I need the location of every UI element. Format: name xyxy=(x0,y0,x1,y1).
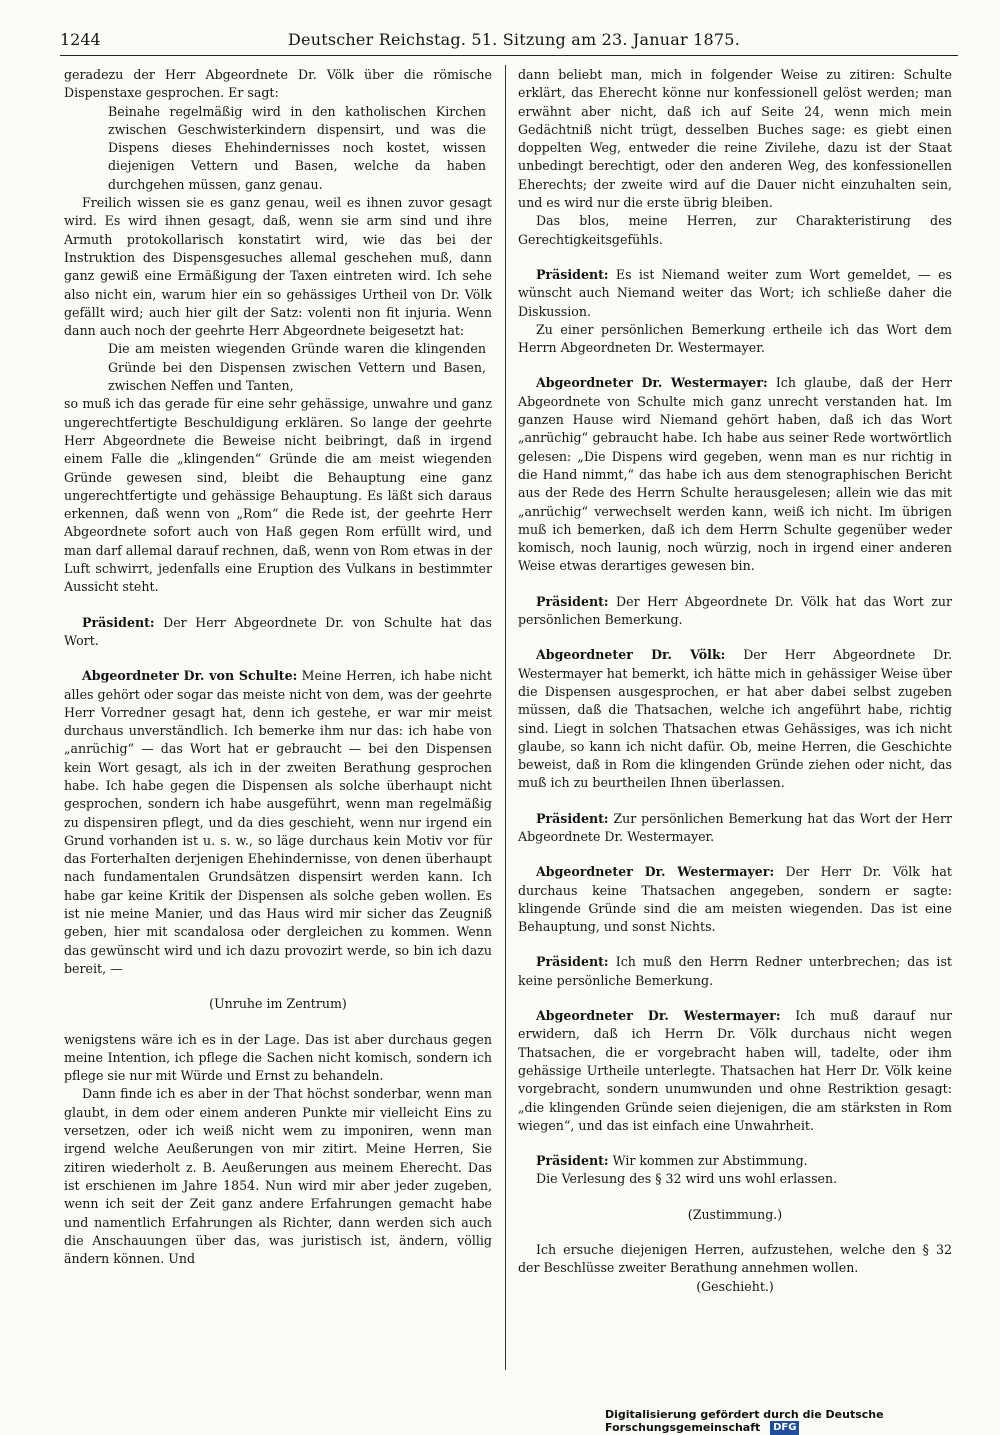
speaker-paragraph: Abgeordneter Dr. Völk: Der Herr Abgeordnete Dr. Westermayer hat bemerkt, ich hätte mich in gehässiger Weise über die Dispensen ausgesprochen, er hat aber dabei selbst zugeben müssen, daß die Thatsachen, welche ich angeführt habe, richtig sind. Liegt in solchen Thatsachen etwas Gehässiges, was ich nicht glaube, so kann ich nicht dafür. Ob, meine Herren, die Geschichte beweist, daß in Rom die klingenden Gründe ziehen oder nicht, das muß ich zu beurtheilen Ihnen überlassen. xyxy=(518,647,952,791)
left-column xyxy=(64,66,492,1268)
digitization-credit xyxy=(605,1408,990,1434)
paragraph: so muß ich das gerade für eine sehr gehässige, unwahre und ganz ungerechtfertigte Beschuldigung erklären. So lange der geehrte Herr Abgeordnete die Beweise nicht beibringt, daß in irgend einem Falle die „klingenden“ Gründe die am meist wiegenden Gründe gewesen sind, bleibt die Behauptung eine ganz ungerechtfertigte und gehässige Behauptung. Es läßt sich daraus erkennen, daß wenn von „Rom“ die Rede ist, der geehrte Herr Abgeordnete sofort auch von Haß gegen Rom erfüllt wird, und man darf allemal darauf rechnen, daß, wenn von Rom etwas in der Luft schwirrt, jedenfalls eine Eruption des Vulkans in bestimmter Aussicht steht. xyxy=(64,396,492,595)
speaker-label: Präsident: xyxy=(536,810,609,826)
speaker-label: Präsident: xyxy=(536,954,609,970)
paragraph: geradezu der Herr Abgeordnete Dr. Völk über die römische Dispenstaxe gesprochen. Er sagt: xyxy=(64,67,492,101)
paragraph: Dann finde ich es aber in der That höchst sonderbar, wenn man glaubt, in dem oder einem anderen Punkte mir vielleicht Eins zu versetzen, oder ich weiß nicht wem zu imponiren, wenn man irgend welche Aeußerungen von mir zitirt. Meine Herren, Sie zitiren wiederholt z. B. Aeußerungen aus meinem Eherecht. Das ist erschienen im Jahre 1854. Nun wird mir aber jeder zugeben, wenn ich seit der Zeit ganz andere Erfahrungen gemacht habe und namentlich Erfahrungen als Richter, dann werden sich auch die Anschauungen über das, was juristisch ist, ändern, völlig ändern können. Und xyxy=(64,1086,492,1267)
speaker-paragraph: Präsident: Der Herr Abgeordnete Dr. Völk hat das Wort zur persönlichen Bemerkung. xyxy=(518,593,952,628)
speaker-label: Abgeordneter Dr. Westermayer: xyxy=(536,864,775,880)
block-quote: Die am meisten wiegenden Gründe waren die klingenden Gründe bei den Dispensen zwischen Vettern und Basen, zwischen Neffen und Tanten, xyxy=(108,341,486,394)
speaker-paragraph: Abgeordneter Dr. Westermayer: Der Herr Dr. Völk hat durchaus keine Thatsachen angegeben, sondern er sagte: klingende Gründe sind die am meisten wiegenden. Das ist eine Behauptung, und sonst Nichts. xyxy=(518,864,952,935)
speaker-paragraph: Präsident: Zur persönlichen Bemerkung hat das Wort der Herr Abgeordnete Dr. Westermayer. xyxy=(518,810,952,844)
speaker-paragraph: Abgeordneter Dr. Westermayer: Ich muß darauf nur erwidern, daß ich Herrn Dr. Völk durchaus nicht wegen Thatsachen, die er vorgebracht haben will, tadelte, oder ihm gehässige Urtheile unterlegte. Thatsachen hat Herr Dr. Völk keine vorgebracht, sondern unumwunden und ohne Restriktion gesagt: „die klingenden Gründe seien diejenigen, die am stärksten in Rom wiegen“, und das ist einfach eine Unwahrheit. xyxy=(518,1008,952,1133)
header-rule xyxy=(60,55,958,56)
interjection: (Zustimmung.) xyxy=(687,1206,783,1222)
paragraph: Ich ersuche diejenigen Herren, aufzustehen, welche den § 32 der Beschlüsse zweiter Berathung annehmen wollen. xyxy=(518,1242,952,1276)
speaker-label: Präsident: xyxy=(82,614,155,630)
page-number: 1244 xyxy=(60,30,101,49)
paragraph: Freilich wissen sie es ganz genau, weil es ihnen zuvor gesagt wird. Es wird ihnen gesagt, daß, wenn sie arm sind und ihre Armuth protokollarisch konstatirt wird, wie das bei der Instruktion des Dispensgesuches allemal geschehen muß, dann ganz gewiß eine Ermäßigung der Taxen eintreten wird. Ich sehe also nicht ein, warum hier ein so gehässiges Urtheil von Dr. Völk gefällt wird; auch hier gilt der Satz: volenti non fit injuria. Wenn dann auch noch der geehrte Herr Abgeordnete beigesetzt hat: xyxy=(64,195,492,339)
paragraph: wenigstens wäre ich es in der Lage. Das ist aber durchaus gegen meine Intention, ich pflege die Sachen nicht komisch, sondern ich pflege sie nur mit Würde und Ernst zu behandeln. xyxy=(64,1031,492,1084)
column-divider xyxy=(505,65,506,1370)
speaker-label: Abgeordneter Dr. Völk: xyxy=(536,647,726,663)
speaker-paragraph: Abgeordneter Dr. Westermayer: Ich glaube, daß der Herr Abgeordnete von Schulte mich ganz unrecht verstanden hat. Im ganzen Hause wird Niemand gehört haben, daß ich das Wort „anrüchig“ gebraucht habe. Ich habe aus seiner Rede wortwörtlich gelesen: „Die Dispens wird gegeben, wenn man es nur richtig in die Hand nimmt,“ das habe ich aus dem stenographischen Bericht aus der Rede des Herrn Schulte herausgelesen; allein wie das mit „anrüchig“ verwechselt werden kann, weiß ich nicht. Im übrigen muß ich bemerken, daß ich dem Herrn Schulte gegenüber weder komisch, noch launig, noch würzig, noch in irgend einer anderen Weise etwas derartiges gewesen bin. xyxy=(518,375,952,574)
page-header xyxy=(60,30,960,54)
paragraph: Das blos, meine Herren, zur Charakteristirung des Gerechtigkeitsgefühls. xyxy=(518,213,952,247)
paragraph: dann beliebt man, mich in folgender Weise zu zitiren: Schulte erklärt, das Eherecht könne nur konfessionell gelöst werden; man erwähnt aber nicht, daß ich auf Seite 24, wenn mich mein Gedächtniß nicht trügt, desselben Buches sage: es giebt einen doppelten Weg, entweder die reine Zivilehe, dazu ist der Staat unbedingt berechtigt, oder den anderen Weg, des konfessionellen Eherechts; der zweite wird auf die Dauer nicht einzuhalten sein, und es wird nur die erste übrig bleiben. xyxy=(518,67,952,211)
running-title: Deutscher Reichstag. 51. Sitzung am 23. Januar 1875. xyxy=(288,30,740,49)
paragraph: Die Verlesung des § 32 wird uns wohl erlassen. xyxy=(536,1171,838,1187)
interjection: (Geschieht.) xyxy=(696,1278,774,1294)
dfg-logo: DFG xyxy=(770,1421,799,1435)
speaker-paragraph: Präsident: Der Herr Abgeordnete Dr. von Schulte hat das Wort. xyxy=(64,614,492,648)
credit-text: Digitalisierung gefördert durch die Deutsche Forschungsgemeinschaft xyxy=(605,1408,884,1434)
speaker-paragraph: Präsident: Wir kommen zur Abstimmung. xyxy=(536,1153,808,1169)
speaker-label: Präsident: xyxy=(536,1153,609,1169)
speaker-paragraph: Abgeordneter Dr. von Schulte: Meine Herren, ich habe nicht alles gehört oder sogar das meiste nicht von dem, was der geehrte Herr Vorredner gesagt hat, denn ich gestehe, er war mir meist durchaus unverständlich. Ich bemerke ihm nur das: ich habe von „anrüchig“ — das Wort hat er gebraucht — bei den Dispensen kein Wort gesagt, als ich in der zweiten Berathung gesprochen habe. Ich habe gegen die Dispensen als solche überhaupt nicht gesprochen, sondern ich habe ausgeführt, wenn man regelmäßig zu dispensiren pflegt, und da dies geschieht, wenn nur irgend ein Grund vorhanden ist u. s. w., so läge durchaus kein Motiv vor für das Forterhalten derjenigen Ehehindernisse, von denen überhaupt nach fundamentalen Grundsätzen dispensirt werden kann. Ich habe gar keine Kritik der Dispensen als solche geben wollen. Es ist nie meine Manier, und das Haus wird mir sicher das Zeugniß geben, hier mit scandalosa oder dergleichen zu kommen. Wenn das gewünscht wird und ich dazu provozirt werde, so bin ich dazu bereit, — xyxy=(64,668,492,976)
speaker-label: Abgeordneter Dr. Westermayer: xyxy=(536,1008,781,1024)
speaker-paragraph: Präsident: Ich muß den Herrn Redner unterbrechen; das ist keine persönliche Bemerkung. xyxy=(518,954,952,988)
speaker-label: Abgeordneter Dr. Westermayer: xyxy=(536,375,768,391)
speaker-paragraph: Präsident: Es ist Niemand weiter zum Wort gemeldet, — es wünscht auch Niemand weiter das Wort; ich schließe daher die Diskussion. xyxy=(518,266,952,319)
speaker-label: Abgeordneter Dr. von Schulte: xyxy=(82,668,298,684)
block-quote: Beinahe regelmäßig wird in den katholischen Kirchen zwischen Geschwisterkindern dispensirt, und was die Dispens dieses Ehehindernisses noch kostet, wissen diejenigen Vettern und Basen, welche da haben durchgehen müssen, ganz genau. xyxy=(108,103,486,192)
speaker-label: Präsident: xyxy=(536,266,609,282)
paragraph: Zu einer persönlichen Bemerkung ertheile ich das Wort dem Herrn Abgeordneten Dr. Westermayer. xyxy=(518,321,952,356)
speaker-label: Präsident: xyxy=(536,593,609,609)
right-column xyxy=(518,66,952,1296)
interjection: (Unruhe im Zentrum) xyxy=(209,996,347,1012)
